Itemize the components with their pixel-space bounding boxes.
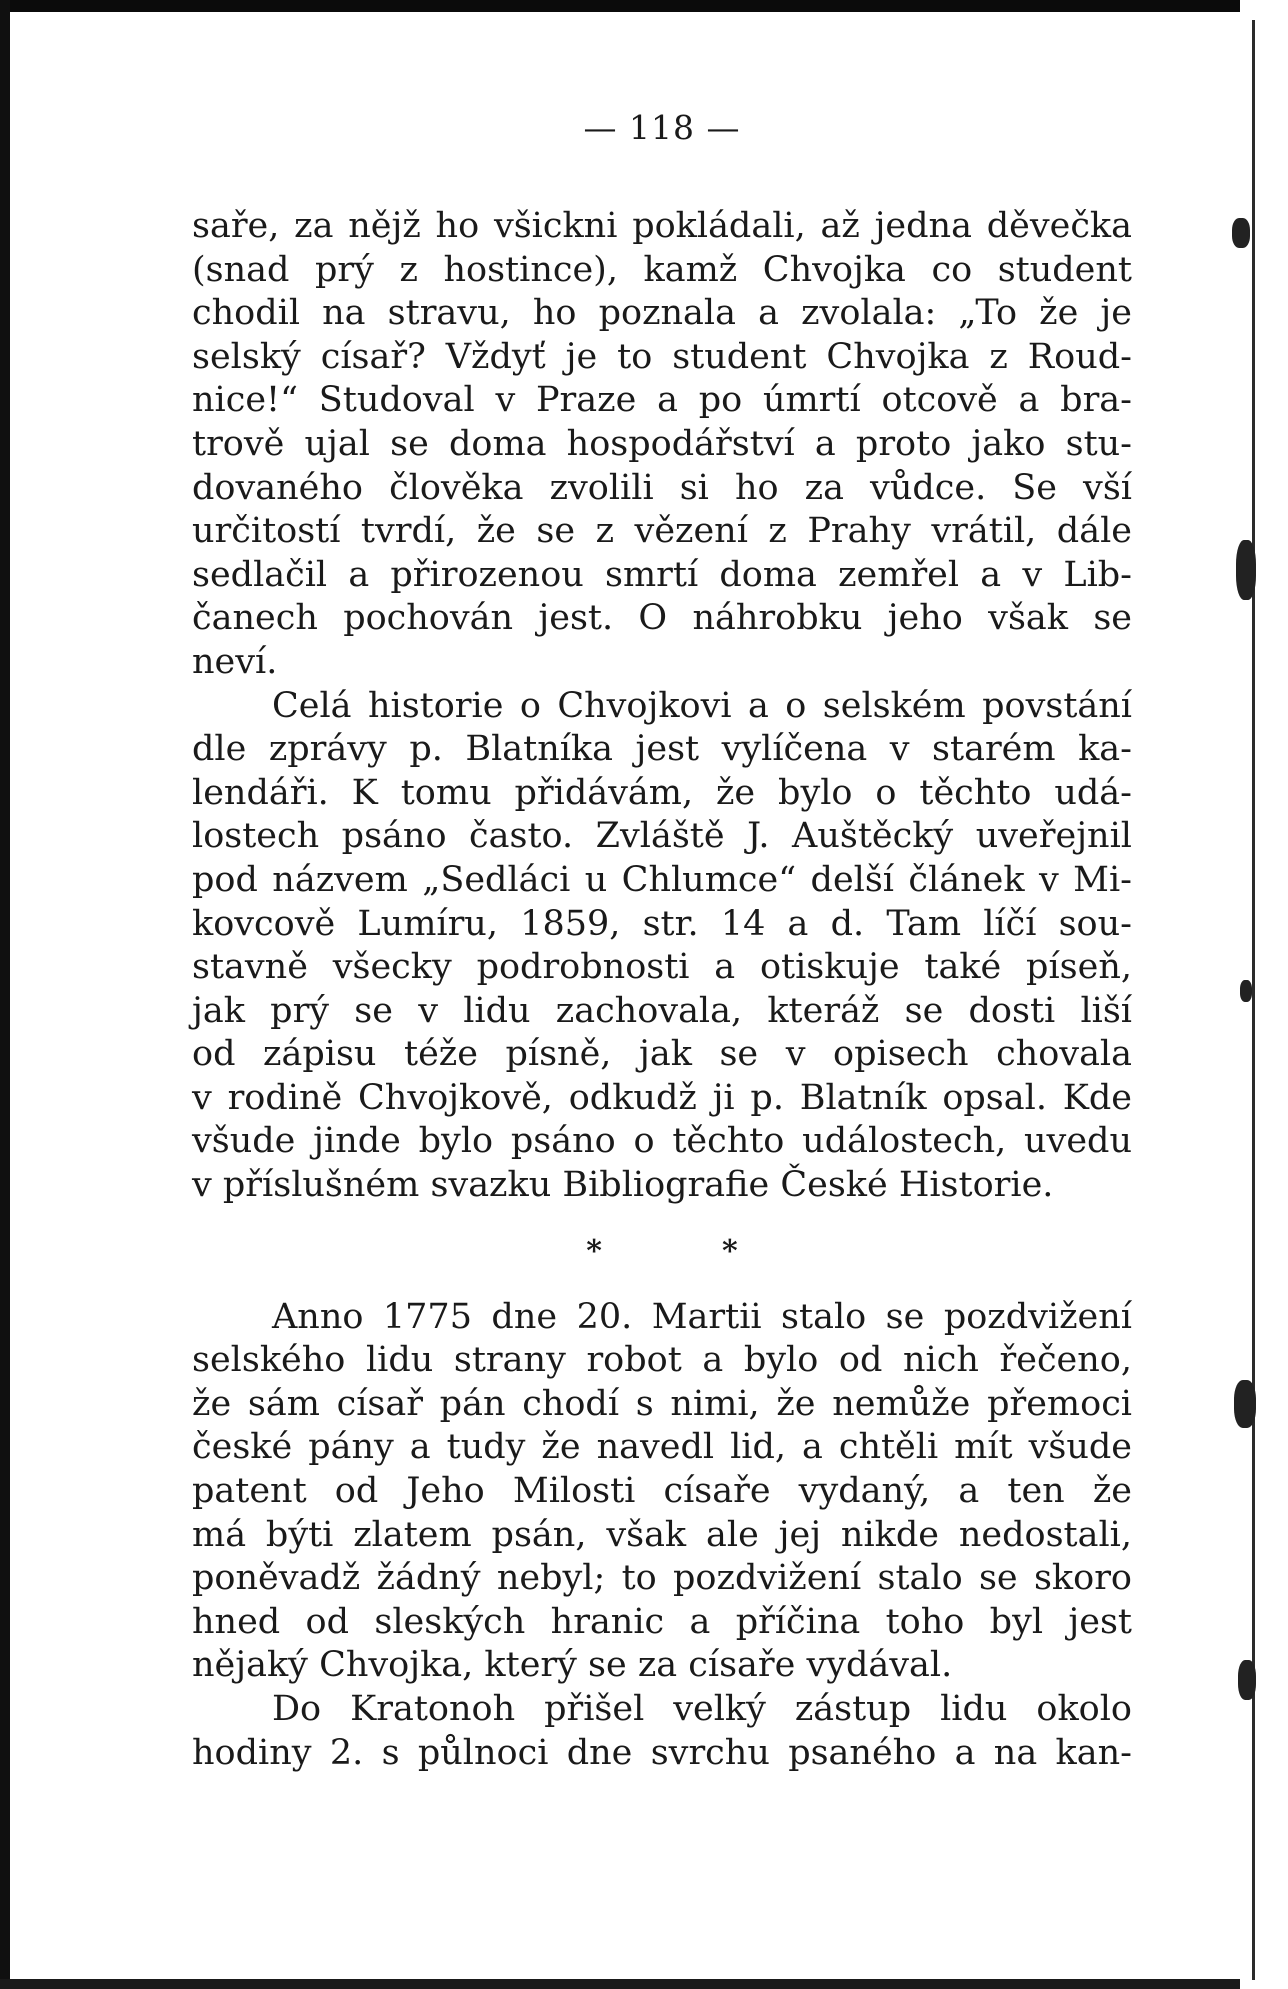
page-text bbox=[192, 205, 1132, 1775]
text-line: všude jinde bylo psáno o těchto událostech, uvedu bbox=[192, 1121, 1132, 1162]
text-line: od zápisu téže písně, jak se v opisech chovala bbox=[192, 1034, 1132, 1075]
scan-border-bottom bbox=[0, 1979, 1288, 1989]
text-line: určitostí tvrdí, že se z vězení z Prahy vrátil, dále bbox=[192, 511, 1132, 552]
text-line: nice!“ Studoval v Praze a po úmrtí otcově a bra- bbox=[192, 380, 1132, 421]
text-line: saře, za nějž ho všickni pokládali, až jedna děvečka bbox=[192, 206, 1132, 246]
asterisk-mark: * bbox=[722, 1233, 738, 1269]
text-line: pod názvem „Sedláci u Chlumce“ delší článek v Mi- bbox=[192, 859, 1132, 900]
paragraph-kratonohy bbox=[192, 1688, 1132, 1775]
text-line: poněvadž žádný nebyl; to pozdvižení stalo se skoro bbox=[192, 1558, 1132, 1599]
text-line: Celá historie o Chvojkovi a o selském povstání bbox=[272, 685, 1132, 726]
text-line: neví. bbox=[192, 641, 278, 682]
text-line: (snad prý z hostince), kamž Chvojka co student bbox=[192, 249, 1132, 290]
text-line: selského lidu strany robot a bylo od nich řečeno, bbox=[192, 1340, 1132, 1381]
page-number: — 118 — bbox=[583, 108, 741, 147]
text-line: hned od sleských hranic a příčina toho byl jest bbox=[192, 1601, 1132, 1642]
text-line: české pány a tudy že navedl lid, a chtěli mít všude bbox=[192, 1427, 1132, 1468]
text-line: dovaného člověka zvolili si ho za vůdce. Se vší bbox=[192, 467, 1132, 508]
text-line: Anno 1775 dne 20. Martii stalo se pozdvižení bbox=[272, 1296, 1132, 1337]
text-line: nějaký Chvojka, který se za císaře vydával. bbox=[192, 1645, 953, 1686]
text-line: chodil na stravu, ho poznala a zvolala: „To že je bbox=[192, 293, 1132, 334]
text-line: lendáři. K tomu přidávám, že bylo o těchto udá- bbox=[192, 772, 1132, 813]
text-line: trově ujal se doma hospodářství a proto jako stu- bbox=[192, 423, 1132, 464]
scan-border-left bbox=[0, 0, 10, 1989]
scan-blot bbox=[1236, 540, 1256, 600]
paragraph-history bbox=[192, 685, 1132, 1208]
paragraph-anno-1775 bbox=[192, 1296, 1132, 1688]
scan-blot bbox=[1240, 980, 1252, 1002]
text-line: kovcově Lumíru, 1859, str. 14 a d. Tam líčí sou- bbox=[192, 903, 1132, 944]
section-separator bbox=[192, 1208, 1132, 1296]
text-line: má býti zlatem psán, však ale jej nikde nedostali, bbox=[192, 1514, 1132, 1555]
text-line: hodiny 2. s půlnoci dne svrchu psaného a na kan- bbox=[192, 1732, 1132, 1773]
asterisk-mark: * bbox=[586, 1233, 602, 1269]
scan-blot bbox=[1232, 218, 1250, 248]
text-line: jak prý se v lidu zachovala, kteráž se dosti liší bbox=[192, 990, 1132, 1031]
text-line: Do Kratonoh přišel velký zástup lidu okolo bbox=[272, 1689, 1132, 1729]
scan-blot bbox=[1238, 1660, 1256, 1700]
text-line: v příslušném svazku Bibliografie České Historie. bbox=[192, 1165, 1054, 1206]
text-line: selský císař? Vždyť je to student Chvojka z Roud- bbox=[192, 336, 1132, 377]
text-line: že sám císař pán chodí s nimi, že nemůže přemoci bbox=[192, 1383, 1132, 1424]
text-line: čanech pochován jest. O náhrobku jeho však se bbox=[192, 598, 1132, 639]
text-line: sedlačil a přirozenou smrtí doma zemřel a v Lib- bbox=[192, 554, 1132, 595]
text-line: dle zprávy p. Blatníka jest vylíčena v starém ka- bbox=[192, 729, 1132, 770]
scan-blot bbox=[1234, 1380, 1256, 1428]
text-line: patent od Jeho Milosti císaře vydaný, a ten že bbox=[192, 1471, 1132, 1512]
text-line: lostech psáno často. Zvláště J. Auštěcký uveřejnil bbox=[192, 816, 1132, 857]
paragraph-chvojka-end bbox=[192, 205, 1132, 685]
scan-border-top bbox=[0, 0, 1288, 12]
text-line: stavně všecky podrobnosti a otiskuje také píseň, bbox=[192, 947, 1132, 988]
text-line: v rodině Chvojkově, odkudž ji p. Blatník opsal. Kde bbox=[192, 1077, 1132, 1118]
